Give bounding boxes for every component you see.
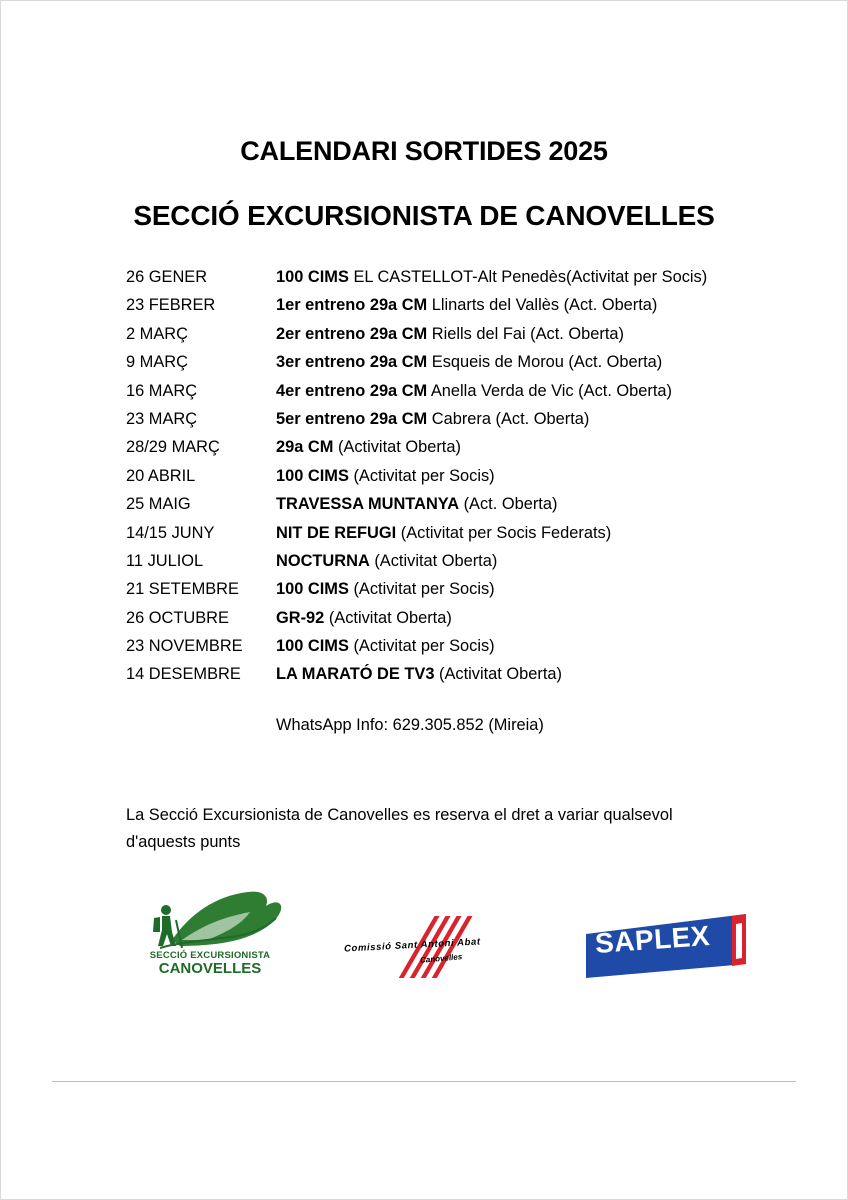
schedule-list (126, 263, 707, 689)
event-detail: Riells del Fai (Act. Oberta) (427, 324, 624, 343)
event-detail: (Activitat per Socis) (348, 637, 495, 656)
schedule-event (276, 524, 611, 542)
event-title: 5er entreno 29a CM (276, 409, 428, 428)
event-detail: (Activitat per Socis Federats) (396, 523, 612, 542)
schedule-event (276, 495, 557, 513)
event-title: 100 CIMS (276, 580, 349, 599)
schedule-row (126, 632, 707, 660)
whatsapp-info: WhatsApp Info: 629.305.852 (Mireia) (276, 716, 544, 734)
event-title: TRAVESSA MUNTANYA (276, 495, 460, 514)
schedule-row (126, 462, 707, 490)
schedule-row (126, 320, 707, 348)
event-title: 29a CM (276, 438, 334, 457)
schedule-row (126, 433, 707, 461)
saplex-logo-text: SAPLEX (594, 920, 711, 959)
schedule-event (276, 467, 495, 485)
schedule-date: 11 JULIOL (126, 551, 204, 570)
disclaimer-text: La Secció Excursionista de Canovelles es reserva el dret a variar qualsevol d'aquests punts (126, 806, 673, 851)
seccio-logo-line1: SECCIÓ EXCURSIONISTA (149, 950, 271, 961)
event-title: NIT DE REFUGI (276, 523, 397, 542)
schedule-event (276, 296, 657, 314)
schedule-event (276, 580, 495, 598)
schedule-date: 16 MARÇ (126, 381, 198, 400)
event-title: 100 CIMS (276, 268, 349, 286)
schedule-event (276, 353, 662, 371)
schedule-row (126, 575, 707, 603)
schedule-row (126, 348, 707, 376)
schedule-event (276, 637, 495, 655)
event-detail: Llinarts del Vallès (Act. Oberta) (427, 296, 658, 315)
event-title: 2er entreno 29a CM (276, 324, 428, 343)
schedule-event (276, 438, 461, 456)
schedule-date: 25 MAIG (126, 495, 191, 514)
event-title: 100 CIMS (276, 637, 349, 656)
schedule-row (126, 490, 707, 518)
schedule-row (126, 604, 707, 632)
schedule-date: 28/29 MARÇ (126, 438, 220, 457)
saplex-logo (584, 910, 750, 980)
schedule-row (126, 291, 707, 319)
schedule-date: 2 MARÇ (126, 324, 188, 343)
comissio-sant-antoni-logo (338, 910, 538, 990)
event-detail: (Activitat per Socis) (348, 466, 495, 485)
schedule-date: 14/15 JUNY (126, 523, 215, 542)
schedule-date: 23 NOVEMBRE (126, 637, 243, 656)
schedule-row (126, 547, 707, 575)
schedule-row (126, 519, 707, 547)
schedule-event (276, 410, 589, 428)
event-title: 4er entreno 29a CM (276, 381, 428, 400)
schedule-date: 21 SETEMBRE (126, 580, 239, 599)
schedule-date: 20 ABRIL (126, 466, 196, 485)
event-title: 100 CIMS (276, 466, 349, 485)
schedule-date: 14 DESEMBRE (126, 665, 241, 684)
mountain-hiker-icon (120, 874, 306, 954)
schedule-date: 9 MARÇ (126, 353, 188, 372)
seccio-excursionista-logo (120, 874, 306, 992)
event-detail: (Activitat Oberta) (369, 551, 498, 570)
event-detail: EL CASTELLOT-Alt Penedès(Activitat per Socis) (348, 268, 708, 286)
schedule-date: 26 OCTUBRE (126, 608, 229, 627)
schedule-date: 23 FEBRER (126, 296, 216, 315)
footer-divider (52, 1081, 796, 1082)
schedule-event (276, 552, 497, 570)
event-detail: Cabrera (Act. Oberta) (427, 409, 590, 428)
event-title: NOCTURNA (276, 551, 370, 570)
schedule-row (126, 660, 707, 688)
schedule-date: 23 MARÇ (126, 409, 198, 428)
schedule-date: 26 GENER (126, 268, 208, 286)
event-detail: Esqueis de Morou (Act. Oberta) (427, 353, 663, 372)
event-detail: (Act. Oberta) (459, 495, 558, 514)
schedule-row (126, 263, 707, 291)
event-detail: Anella Verda de Vic (Act. Oberta) (427, 381, 672, 400)
schedule-event (276, 268, 707, 286)
schedule-event (276, 609, 452, 627)
schedule-row (126, 377, 707, 405)
schedule-event (276, 665, 562, 683)
schedule-event (276, 325, 624, 343)
schedule-event (276, 382, 672, 400)
document-title: CALENDARI SORTIDES 2025 (240, 136, 608, 166)
event-detail: (Activitat Oberta) (434, 665, 562, 684)
comissio-logo-line2: Canovelles (419, 952, 463, 965)
event-title: GR-92 (276, 608, 325, 627)
event-detail: (Activitat per Socis) (348, 580, 495, 599)
event-detail: (Activitat Oberta) (324, 608, 452, 627)
document-subtitle: SECCIÓ EXCURSIONISTA DE CANOVELLES (133, 200, 715, 231)
event-title: 3er entreno 29a CM (276, 353, 428, 372)
event-detail: (Activitat Oberta) (333, 438, 461, 457)
event-title: 1er entreno 29a CM (276, 296, 428, 315)
comissio-logo-line1: Comissió Sant Antoni Abat (343, 936, 481, 955)
schedule-row (126, 405, 707, 433)
seccio-logo-line2: CANOVELLES (158, 960, 262, 977)
event-title: LA MARATÓ DE TV3 (276, 665, 435, 684)
